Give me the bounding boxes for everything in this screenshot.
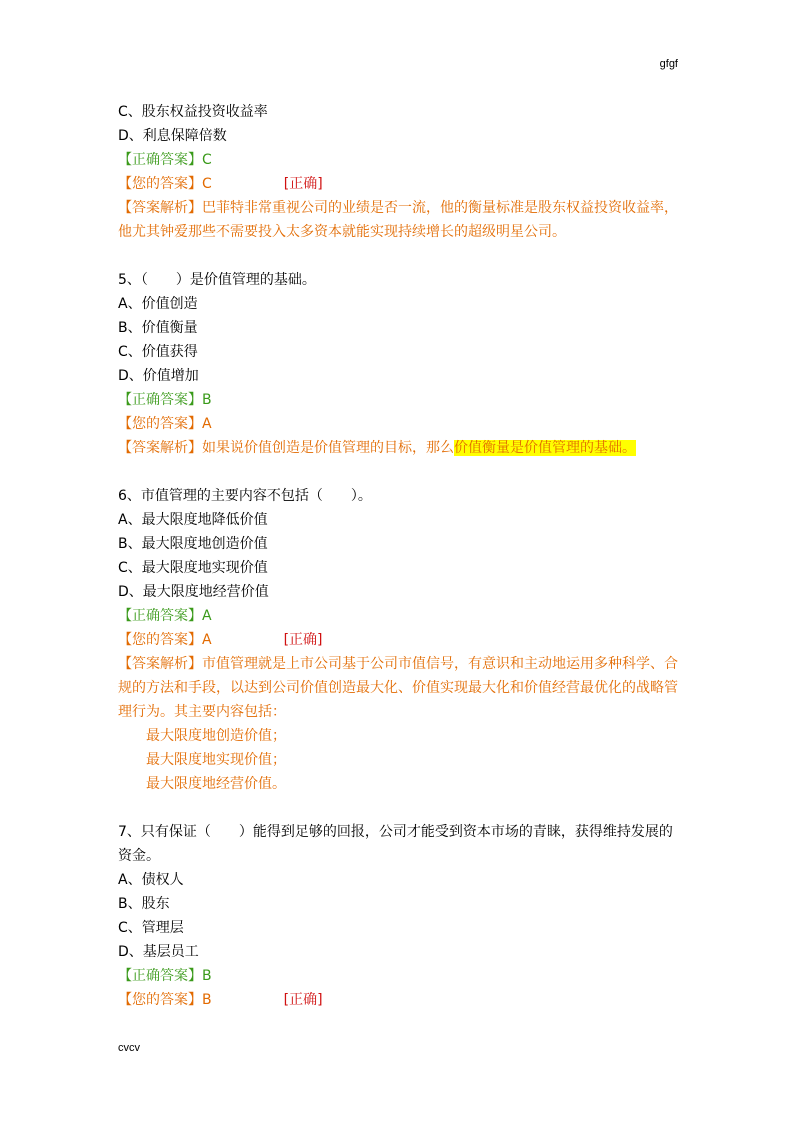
q4-analysis-text: 巴菲特非常重视公司的业绩是否一流，他的衡量标准是股东权益投资收益率，他尤其钟爱那些不需要投入太多资本就能实现持续增长的超级明星公司。 (118, 200, 678, 240)
q7-verdict: [正确] (283, 992, 323, 1008)
q4-verdict: [正确] (283, 176, 323, 192)
q6-verdict: [正确] (283, 632, 323, 648)
q5-option-c: C、价值获得 (118, 344, 198, 360)
q5-analysis-highlight: 价值衡量是价值管理的基础。 (454, 440, 636, 456)
q5-your-answer: 【您的答案】A (118, 416, 212, 432)
quiz-content (118, 100, 678, 1012)
q5-analysis-text: 如果说价值创造是价值管理的目标，那么 (202, 440, 454, 456)
q7-your-answer (118, 988, 678, 1012)
q4-option-d: D、利息保障倍数 (118, 128, 227, 144)
q6-correct-answer: 【正确答案】A (118, 608, 212, 624)
q6-analysis-text: 市值管理就是上市公司基于公司市值信号，有意识和主动地运用多种科学、合规的方法和手段，以达到公司价值创造最大化、价值实现最大化和价值经营最优化的战略管理行为。其主要内容包括： (118, 656, 678, 720)
page-header-mark: gfgf (659, 58, 678, 70)
q7-option-c: C、管理层 (118, 920, 184, 936)
q5-analysis-label: 【答案解析】 (118, 440, 202, 456)
q7-option-b: B、股东 (118, 896, 170, 912)
q5-option-a: A、价值创造 (118, 296, 198, 312)
q5-analysis (118, 436, 678, 460)
q5-option-d: D、价值增加 (118, 368, 199, 384)
q4-analysis (118, 196, 678, 244)
q7-option-d: D、基层员工 (118, 944, 199, 960)
q4-analysis-label: 【答案解析】 (118, 200, 202, 216)
q6-your-answer-text: 【您的答案】A (118, 632, 212, 648)
q7-option-a: A、债权人 (118, 872, 184, 888)
q6-option-a: A、最大限度地降低价值 (118, 512, 268, 528)
q6-option-c: C、最大限度地实现价值 (118, 560, 268, 576)
q6-option-d: D、最大限度地经营价值 (118, 584, 269, 600)
q4-correct-answer: 【正确答案】C (118, 152, 212, 168)
q4-option-c: C、股东权益投资收益率 (118, 104, 268, 120)
q6-question: 6、市值管理的主要内容不包括（ ）。 (118, 488, 372, 504)
q4-your-answer-text: 【您的答案】C (118, 176, 212, 192)
q6-option-b: B、最大限度地创造价值 (118, 536, 268, 552)
q5-question: 5、（ ）是价值管理的基础。 (118, 272, 316, 288)
q6-analysis (118, 652, 678, 724)
q6-point-2: 最大限度地实现价值； (146, 752, 286, 768)
q7-question: 7、只有保证（ ）能得到足够的回报，公司才能受到资本市场的青睐，获得维持发展的资金。 (118, 824, 673, 864)
q7-correct-answer: 【正确答案】B (118, 968, 212, 984)
q5-option-b: B、价值衡量 (118, 320, 198, 336)
q4-your-answer (118, 172, 678, 196)
q6-point-3: 最大限度地经营价值。 (146, 776, 286, 792)
page-footer-mark: cvcv (118, 1042, 140, 1054)
q5-correct-answer: 【正确答案】B (118, 392, 212, 408)
q7-your-answer-text: 【您的答案】B (118, 992, 212, 1008)
q6-analysis-label: 【答案解析】 (118, 656, 202, 672)
q6-point-1: 最大限度地创造价值； (146, 728, 286, 744)
q6-your-answer (118, 628, 678, 652)
